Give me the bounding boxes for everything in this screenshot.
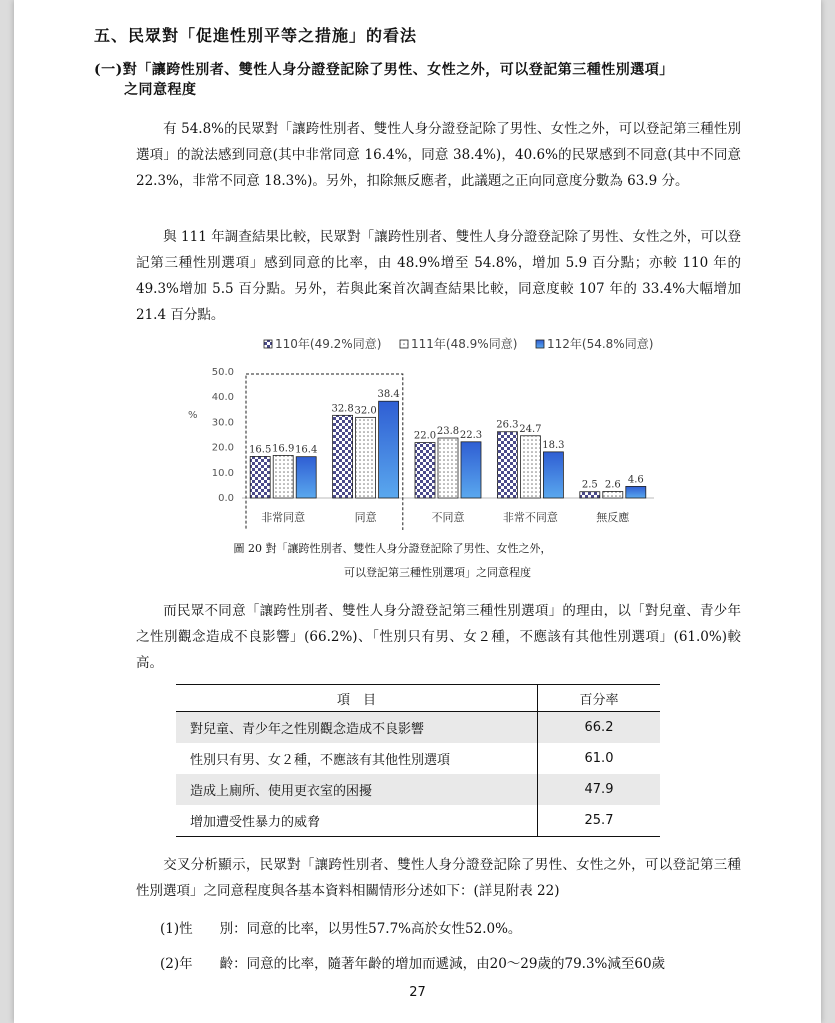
y-axis-label: % <box>188 410 198 421</box>
table-row <box>176 743 660 774</box>
section-title: 五、民眾對「促進性別平等之措施」的看法 <box>94 26 418 45</box>
header-percentage: 百分率 <box>538 685 661 712</box>
paragraph-reasons <box>136 598 741 676</box>
row-percentage: 47.9 <box>538 774 661 805</box>
data-label: 16.4 <box>295 444 318 456</box>
legend-label: 112年(54.8%同意) <box>547 337 654 351</box>
y-tick-label: 40.0 <box>211 392 234 404</box>
table-row <box>176 774 660 805</box>
y-tick-label: 30.0 <box>211 417 234 429</box>
document-page <box>14 0 821 1023</box>
data-label: 32.8 <box>331 403 354 415</box>
bar <box>520 436 540 498</box>
figure-caption-line1: 圖 20 對「讓跨性別者、雙性人身分證登記除了男性、女性之外， <box>233 542 552 555</box>
row-item: 增加遭受性暴力的威脅 <box>176 805 538 837</box>
subsection-title-line2: 之同意程度 <box>124 82 197 98</box>
legend-swatch <box>400 340 408 348</box>
data-label: 26.3 <box>496 419 519 431</box>
subsection-title <box>94 60 754 100</box>
category-label: 非常同意 <box>261 511 306 524</box>
paragraph-crosstab <box>136 852 741 904</box>
paragraph-comparison-text: 與 111 年調查結果比較，民眾對「讓跨性別者、雙性人身分證登記除了男性、女性之外，可以登記第三種性別選項」感到同意的比率，由 48.9%增至 54.8%，增加 5.9 百分點；亦較 110 年的 49.3%增加 5.5 百分點。另外，若與此案首次調查結果比較，同意度較 107 年的 33.4%大幅增加 21.4 百分點。 <box>136 229 741 323</box>
y-tick-label: 50.0 <box>211 367 234 378</box>
data-label: 2.6 <box>604 479 621 491</box>
table-row <box>176 712 660 744</box>
category-label: 無反應 <box>596 511 630 524</box>
list-item-age <box>160 953 665 975</box>
bar <box>461 442 481 498</box>
bar <box>356 417 376 498</box>
figure-caption-line2: 可以登記第三種性別選項」之同意程度 <box>344 566 531 579</box>
data-label: 32.0 <box>354 405 377 417</box>
row-item: 對兒童、青少年之性別觀念造成不良影響 <box>176 712 538 744</box>
bar <box>296 457 316 498</box>
header-item: 項 目 <box>176 685 538 712</box>
agreement-bar-chart <box>174 330 694 530</box>
bar <box>626 486 646 498</box>
data-label: 4.6 <box>627 474 644 486</box>
table-row <box>176 805 660 837</box>
legend-label: 110年(49.2%同意) <box>275 337 382 351</box>
subsection-title-line1: (一)對「讓跨性別者、雙性人身分證登記除了男性、女性之外，可以登記第三種性別選項」 <box>94 62 674 78</box>
legend-swatch <box>264 340 272 348</box>
row-percentage: 61.0 <box>538 743 661 774</box>
bar <box>438 438 458 498</box>
data-label: 18.3 <box>542 439 565 451</box>
data-label: 16.5 <box>249 444 272 456</box>
list-item-label: (1)性 別 <box>160 921 234 937</box>
data-label: 38.4 <box>377 389 400 401</box>
bar <box>543 452 563 498</box>
paragraph-summary-text: 有 54.8%的民眾對「讓跨性別者、雙性人身分證登記除了男性、女性之外，可以登記第三種性別選項」的說法感到同意(其中非常同意 16.4%，同意 38.4%)，40.6%的民眾感到不同意(其中不同意 22.3%，非常不同意 18.3%)。另外，扣除無反應者，此議題之正向同意度分數為 63.9 分。 <box>136 121 741 189</box>
y-tick-label: 0.0 <box>218 493 234 504</box>
category-label: 非常不同意 <box>502 511 558 524</box>
category-label: 同意 <box>354 511 377 524</box>
data-label: 22.0 <box>413 430 437 442</box>
page-number: 27 <box>409 985 426 1000</box>
paragraph-comparison <box>136 224 741 328</box>
bar <box>250 456 270 498</box>
bar <box>273 455 293 498</box>
row-item: 造成上廁所、使用更衣室的困擾 <box>176 774 538 805</box>
data-label: 23.8 <box>436 426 460 438</box>
data-label: 2.5 <box>581 479 598 491</box>
y-tick-label: 10.0 <box>211 467 234 479</box>
category-label: 不同意 <box>431 511 465 524</box>
row-percentage: 66.2 <box>538 712 661 744</box>
list-item-text: ：同意的比率，以男性57.7%高於女性52.0%。 <box>233 921 522 937</box>
legend-swatch <box>536 340 544 348</box>
data-label: 16.9 <box>272 443 295 455</box>
row-item: 性別只有男、女２種，不應該有其他性別選項 <box>190 753 451 768</box>
list-item-gender <box>160 918 521 940</box>
row-percentage: 25.7 <box>538 805 661 837</box>
bar <box>603 491 623 498</box>
list-item-label: (2)年 齡 <box>160 956 234 972</box>
y-tick-label: 20.0 <box>211 442 234 454</box>
bar <box>497 432 517 498</box>
table-header-row <box>176 685 660 712</box>
reasons-table <box>176 684 660 837</box>
bar <box>580 492 600 498</box>
bar <box>415 443 435 498</box>
bar <box>333 415 353 498</box>
paragraph-reasons-text: 而民眾不同意「讓跨性別者、雙性人身分證登記第三種性別選項」的理由，以「對兒童、青少年之性別觀念造成不良影響」(66.2%)、「性別只有男、女２種，不應該有其他性別選項」(61.0%)較高。 <box>136 603 741 671</box>
list-item-text: ：同意的比率，隨著年齡的增加而遞減，由20～29歲的79.3%減至60歲 <box>233 956 666 972</box>
bar <box>379 401 399 498</box>
paragraph-crosstab-text: 交叉分析顯示，民眾對「讓跨性別者、雙性人身分證登記除了男性、女性之外，可以登記第三種性別選項」之同意程度與各基本資料相關情形分述如下：(詳見附表 22) <box>136 857 741 899</box>
legend-label: 111年(48.9%同意) <box>411 337 518 351</box>
paragraph-summary <box>136 116 741 194</box>
data-label: 24.7 <box>519 423 542 435</box>
data-label: 22.3 <box>459 429 483 441</box>
